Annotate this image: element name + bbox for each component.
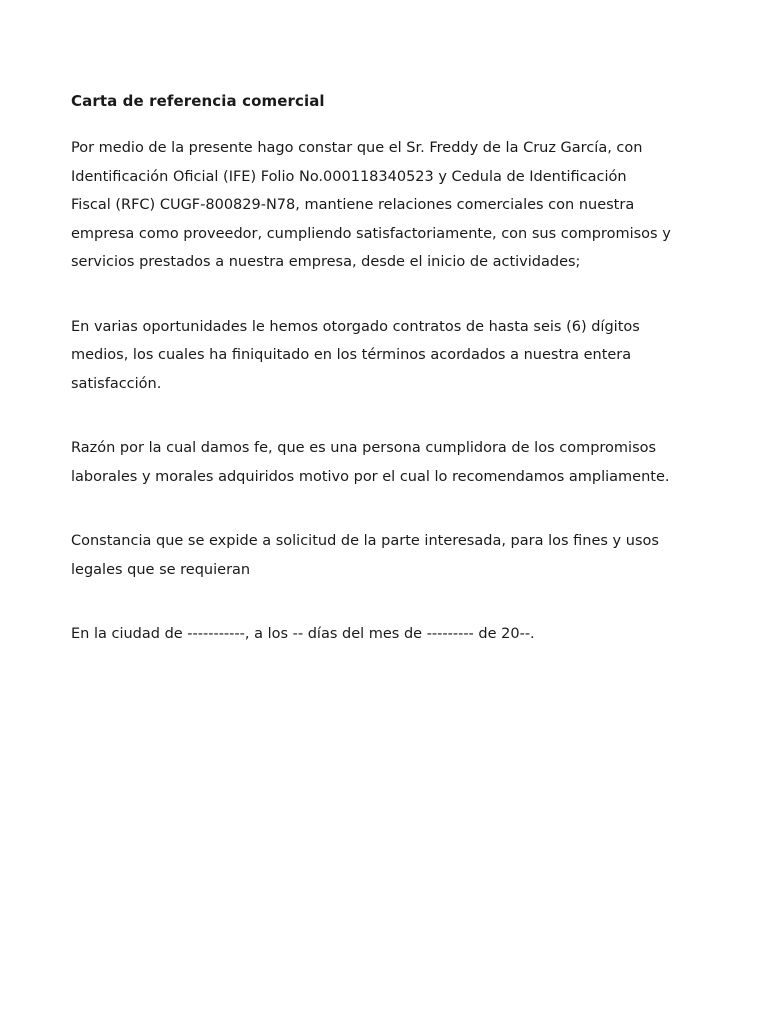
document-page [71,90,711,649]
paragraph-constancia: Constancia que se expide a solicitud de la parte interesada, para los fines y usos legales que se requieran [71,533,659,578]
document-title: Carta de referencia comercial [71,92,325,110]
paragraph-place-date: En la ciudad de -----------, a los -- días del mes de --------- de 20--. [71,626,535,642]
paragraph-reason: Razón por la cual damos fe, que es una persona cumplidora de los compromisos laborales y morales adquiridos motivo por el cual lo recomendamos ampliamente. [71,440,670,485]
paragraph-intro: Por medio de la presente hago constar que el Sr. Freddy de la Cruz García, con Identificación Oficial (IFE) Folio No.000118340523 y Cedula de Identificación Fiscal (RFC) CUGF-800829-N78, mantiene relaciones comerciales con nuestra empresa como proveedor, cumpliendo satisfactoriamente, con sus compromisos y servicios prestados a nuestra empresa, desde el inicio de actividades; [71,140,671,270]
paragraph-contracts: En varias oportunidades le hemos otorgado contratos de hasta seis (6) dígitos medios, los cuales ha finiquitado en los términos acordados a nuestra entera satisfacción. [71,318,640,392]
